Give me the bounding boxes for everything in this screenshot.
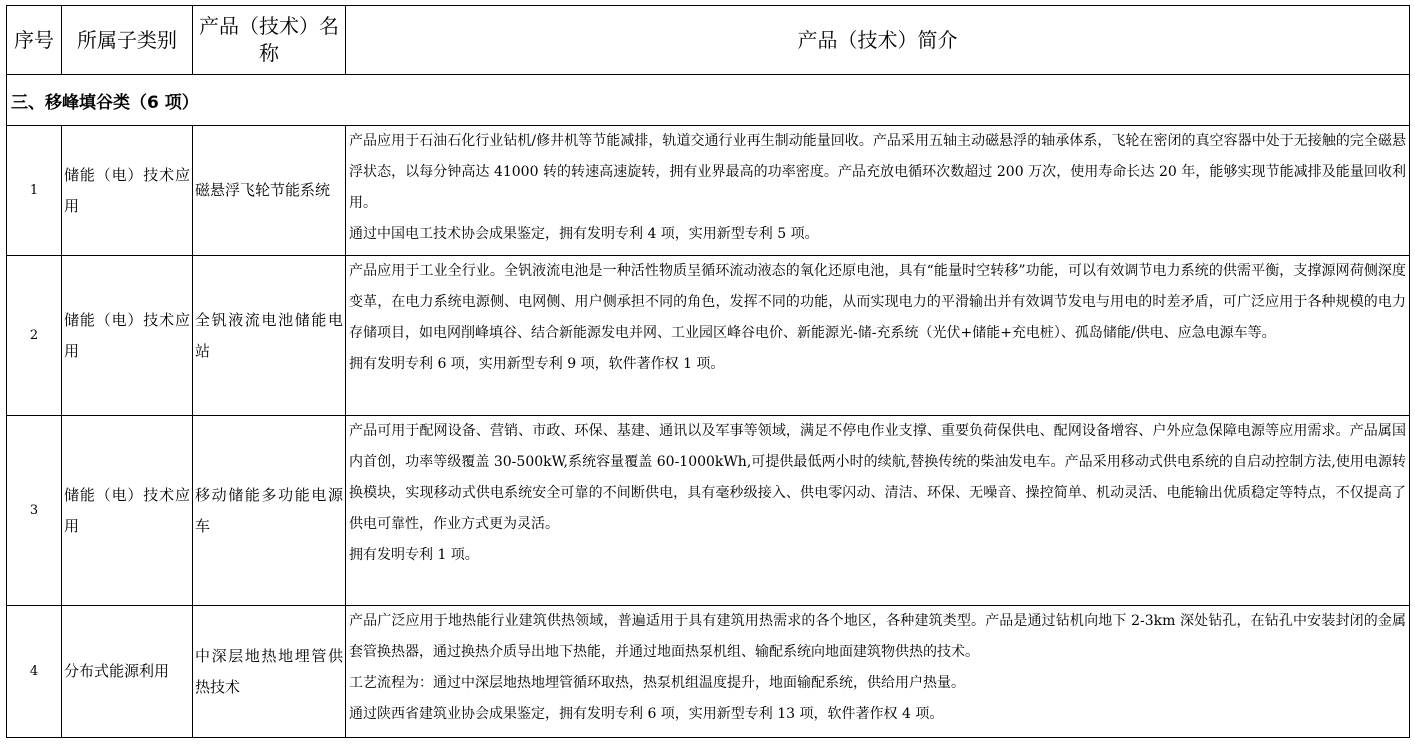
row-product-name: 全钒液流电池储能电站 bbox=[193, 256, 346, 416]
description-paragraph: 通过陕西省建筑业协会成果鉴定，拥有发明专利 6 项，实用新型专利 13 项，软件著作权 4 项。 bbox=[349, 706, 944, 722]
header-category: 所属子类别 bbox=[62, 6, 193, 75]
row-number: 1 bbox=[7, 126, 62, 256]
description-paragraph: 产品应用于石油石化行业钻机/修井机等节能减排，轨道交通行业再生制动能量回收。产品采用五轴主动磁悬浮的轴承体系，飞轮在密闭的真空容器中处于无接触的完全磁悬浮状态，以每分钟高达 41000 转的转速高速旋转，拥有业界最高的功率密度。产品充放电循环次数超过 200 万次，使用寿命长达 20 年，能够实现节能减排及能量回收利用。 bbox=[349, 133, 1406, 211]
row-category: 储能（电）技术应用 bbox=[62, 256, 193, 416]
row-description bbox=[346, 126, 1410, 256]
description-paragraph: 拥有发明专利 1 项。 bbox=[349, 547, 479, 563]
section-row bbox=[7, 75, 1410, 126]
description-paragraph: 产品应用于工业全行业。全钒液流电池是一种活性物质呈循环流动液态的氧化还原电池，具有“能量时空转移”功能，可以有效调节电力系统的供需平衡，支撑源网荷侧深度变革，在电力系统电源侧、电网侧、用户侧承担不同的角色，发挥不同的功能，从而实现电力的平滑输出并有效调节发电与用电的时差矛盾，可广泛应用于各种规模的电力存储项目，如电网削峰填谷、结合新能源发电并网、工业园区峰谷电价、新能源光-储-充系统（光伏+储能+充电桩）、孤岛储能/供电、应急电源车等。 bbox=[349, 263, 1406, 341]
table-row bbox=[7, 126, 1410, 256]
row-number: 3 bbox=[7, 416, 62, 606]
row-product-name: 中深层地热地埋管供热技术 bbox=[193, 606, 346, 738]
row-product-name: 磁悬浮飞轮节能系统 bbox=[193, 126, 346, 256]
product-table bbox=[6, 5, 1410, 738]
description-paragraph: 产品可用于配网设备、营销、市政、环保、基建、通讯以及军事等领域，满足不停电作业支撑、重要负荷保供电、配网设备增容、户外应急保障电源等应用需求。产品属国内首创，功率等级覆盖 30-500kW,系统容量覆盖 60-1000kWh,可提供最低两小时的续航,替换传统的柴油发电车。产品采用移动式供电系统的自启动控制方法,使用电源转换模块，实现移动式供电系统安全可靠的不间断供电，具有毫秒级接入、供电零闪动、清洁、环保、无噪音、操控简单、机动灵活、电能输出优质稳定等特点，不仅提高了供电可靠性，作业方式更为灵活。 bbox=[349, 423, 1406, 532]
header-no: 序号 bbox=[7, 6, 62, 75]
header-name: 产品（技术）名称 bbox=[193, 6, 346, 75]
row-category: 储能（电）技术应用 bbox=[62, 416, 193, 606]
header-row bbox=[7, 6, 1410, 75]
row-description bbox=[346, 416, 1410, 606]
section-title: 三、移峰填谷类（6 项） bbox=[7, 75, 1410, 126]
description-paragraph: 通过中国电工技术协会成果鉴定，拥有发明专利 4 项，实用新型专利 5 项。 bbox=[349, 226, 819, 242]
header-desc: 产品（技术）简介 bbox=[346, 6, 1410, 75]
row-description bbox=[346, 606, 1410, 738]
row-number: 4 bbox=[7, 606, 62, 738]
table-row bbox=[7, 416, 1410, 606]
table-row bbox=[7, 606, 1410, 738]
description-paragraph: 产品广泛应用于地热能行业建筑供热领域，普遍适用于具有建筑用热需求的各个地区，各种建筑类型。产品是通过钻机向地下 2-3km 深处钻孔，在钻孔中安装封闭的金属套管换热器，通过换热介质导出地下热能，并通过地面热泵机组、输配系统向地面建筑物供热的技术。 bbox=[349, 613, 1406, 660]
description-paragraph: 拥有发明专利 6 项，实用新型专利 9 项，软件著作权 1 项。 bbox=[349, 356, 725, 372]
row-category: 分布式能源利用 bbox=[62, 606, 193, 738]
row-category: 储能（电）技术应用 bbox=[62, 126, 193, 256]
description-paragraph: 工艺流程为：通过中深层地热地埋管循环取热，热泵机组温度提升，地面输配系统，供给用户热量。 bbox=[349, 675, 965, 691]
table-row bbox=[7, 256, 1410, 416]
row-number: 2 bbox=[7, 256, 62, 416]
row-description bbox=[346, 256, 1410, 416]
row-product-name: 移动储能多功能电源车 bbox=[193, 416, 346, 606]
